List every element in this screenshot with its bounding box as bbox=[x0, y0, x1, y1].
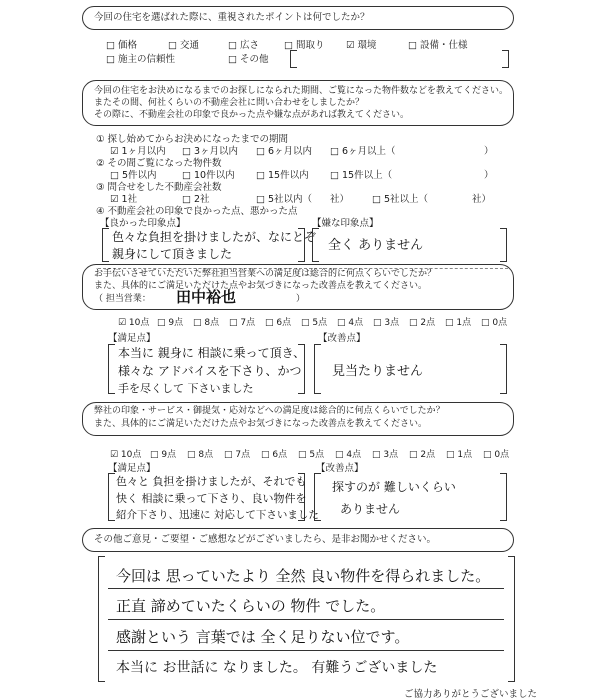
q1-option-layout[interactable]: □ 間取り bbox=[284, 40, 325, 51]
q2-good-bracket-left bbox=[102, 228, 109, 262]
q4-improve-label: 【改善点】 bbox=[316, 463, 364, 474]
q2-bad-bracket-right bbox=[500, 228, 507, 262]
q3-good-text-line3: 手を尽くして 下さいました bbox=[118, 382, 254, 395]
q2-question-line1: 今回の住宅をお決めになるまでのお探しになられた期間、ご覧になった物件数などを教えてください。 bbox=[94, 86, 509, 96]
q3-improve-bracket-right bbox=[500, 344, 507, 394]
q3-staff-label: （ 担当営業： bbox=[94, 294, 151, 304]
q5-text-line1: 今回は 思っていたより 全然 良い物件を得られました。 bbox=[116, 567, 491, 585]
q2-period-1month[interactable]: ☑ 1ヶ月以内 bbox=[110, 146, 166, 157]
q1-option-transport[interactable]: □ 交通 bbox=[168, 40, 199, 51]
q2-sub4-label: ④ 不動産会社の印象で良かった点、悪かった点 bbox=[96, 206, 298, 217]
q4-score-4[interactable]: □ 4点 bbox=[335, 450, 362, 460]
thanks-footer: ご協力ありがとうございました bbox=[404, 689, 538, 700]
q4-score-1[interactable]: □ 1点 bbox=[446, 450, 473, 460]
q2-good-text-line1: 色々な負担を掛けましたが、なにとぞ bbox=[112, 230, 317, 244]
q4-good-bracket-left bbox=[108, 473, 115, 521]
q3-score-8[interactable]: □ 8点 bbox=[193, 318, 220, 328]
q3-good-text-line1: 本当に 親身に 相談に乗って頂き、 bbox=[118, 346, 306, 360]
q2-good-text-line2: 親身にして頂きました bbox=[112, 247, 233, 261]
q3-score-0[interactable]: □ 0点 bbox=[481, 318, 508, 328]
q5-bracket-right bbox=[508, 556, 515, 682]
q1-option-environment[interactable]: ☑ 環境 bbox=[346, 40, 377, 51]
q4-score-2[interactable]: □ 2点 bbox=[409, 450, 436, 460]
q2-agency-2[interactable]: □ 2社 bbox=[182, 194, 210, 205]
q2-agency-within5-unit: 社） bbox=[330, 194, 350, 205]
q3-question-line2: また、具体的にご満足いただけた点やお気づきになった改善点を教えてください。 bbox=[94, 281, 428, 291]
q2-sub1-label: ① 探し始めてからお決めになったまでの期間 bbox=[96, 134, 289, 145]
q1-option-price[interactable]: □ 価格 bbox=[106, 40, 137, 51]
q2-period-6months[interactable]: □ 6ヶ月以内 bbox=[256, 146, 313, 157]
q4-good-text-line1: 色々と 負担を掛けましたが、それでも bbox=[116, 475, 307, 488]
q3-score-2[interactable]: □ 2点 bbox=[409, 318, 436, 328]
q3-score-10[interactable]: ☑ 10点 bbox=[118, 318, 150, 328]
q1-option-size[interactable]: □ 広さ bbox=[228, 40, 259, 51]
q2-period-over6[interactable]: □ 6ヶ月以上（ bbox=[330, 146, 396, 157]
q3-score-5[interactable]: □ 5点 bbox=[301, 318, 328, 328]
q2-count-close: ） bbox=[484, 170, 494, 181]
q5-bracket-left bbox=[98, 556, 105, 682]
q3-score-3[interactable]: □ 3点 bbox=[373, 318, 400, 328]
q3-score-4[interactable]: □ 4点 bbox=[337, 318, 364, 328]
q4-question-line2: また、具体的にご満足いただけた点やお気づきになった改善点を教えてください。 bbox=[94, 419, 428, 429]
q3-staff-name: 田中裕也 bbox=[176, 288, 237, 306]
q2-count-15[interactable]: □ 15件以内 bbox=[256, 170, 309, 181]
q5-rule-1 bbox=[108, 588, 504, 589]
q4-improve-bracket-left bbox=[314, 473, 321, 521]
q5-text-line2: 正直 諦めていたくらいの 物件 でした。 bbox=[116, 597, 386, 615]
q3-score-6[interactable]: □ 6点 bbox=[265, 318, 292, 328]
q1-option-builder-trust[interactable]: □ 施主の信頼性 bbox=[106, 54, 175, 65]
q4-score-3[interactable]: □ 3点 bbox=[372, 450, 399, 460]
q5-rule-3 bbox=[108, 650, 504, 651]
q2-period-close: ） bbox=[484, 146, 494, 157]
q4-score-0[interactable]: □ 0点 bbox=[483, 450, 510, 460]
q2-question-line3: その際に、不動産会社の印象で良かった点や嫌な点があれば教えてください。 bbox=[94, 110, 410, 120]
q5-rule-2 bbox=[108, 619, 504, 620]
q2-bad-bracket-left bbox=[312, 228, 319, 262]
q4-score-10[interactable]: ☑ 10点 bbox=[110, 450, 142, 460]
q2-bad-label: 【嫌な印象点】 bbox=[312, 218, 379, 229]
q2-good-label: 【良かった印象点】 bbox=[100, 218, 186, 229]
q2-agency-within5[interactable]: □ 5社以内（ bbox=[256, 194, 313, 205]
q4-score-9[interactable]: □ 9点 bbox=[150, 450, 177, 460]
q3-question-line1: お手伝いさせていただいた弊社担当営業への満足度は総合的に何点くらいでしたか？ bbox=[94, 269, 437, 279]
q4-score-6[interactable]: □ 6点 bbox=[261, 450, 288, 460]
q4-improve-text-line1: 探すのが 難しいくらい bbox=[332, 480, 456, 494]
q2-agency-1[interactable]: ☑ 1社 bbox=[110, 194, 138, 205]
q1-option-other[interactable]: □ その他 bbox=[228, 54, 269, 65]
q4-question-line1: 弊社の印象・サービス・御提気・応対などへの満足度は総合的に何点くらいでしたか？ bbox=[94, 406, 445, 416]
q3-good-text-line2: 様々な アドバイスを下さり、かつ bbox=[118, 364, 302, 378]
q3-good-bracket-left bbox=[108, 344, 115, 394]
q2-count-over15[interactable]: □ 15件以上（ bbox=[330, 170, 393, 181]
q5-question: その他ご意見・ご要望・ご感想などがございましたら、是非お聞かせください。 bbox=[94, 534, 437, 545]
q1-other-bracket-right bbox=[502, 50, 509, 68]
q4-score-5[interactable]: □ 5点 bbox=[298, 450, 325, 460]
q5-text-line3: 感謝という 言葉では 全く足りない位です。 bbox=[116, 628, 410, 646]
q2-sub2-label: ② その間ご覧になった物件数 bbox=[96, 158, 222, 169]
q4-score-8[interactable]: □ 8点 bbox=[187, 450, 214, 460]
q4-improve-text-line2: ありません bbox=[340, 502, 401, 516]
q3-score-1[interactable]: □ 1点 bbox=[445, 318, 472, 328]
q1-question: 今回の住宅を選ばれた際に、重視されたポイントは何でしたか？ bbox=[94, 12, 370, 23]
q2-agency-over5[interactable]: □ 5社以上（ bbox=[372, 194, 429, 205]
q2-count-10[interactable]: □ 10件以内 bbox=[182, 170, 235, 181]
q4-improve-bracket-right bbox=[500, 473, 507, 521]
q4-good-label: 【満足点】 bbox=[108, 463, 156, 474]
q4-good-text-line2: 快く 相談に乗って下さり、良い物件を bbox=[116, 492, 307, 505]
q1-other-bracket-left bbox=[290, 50, 297, 68]
q2-bad-text: 全く ありません bbox=[328, 238, 424, 253]
q3-score-7[interactable]: □ 7点 bbox=[229, 318, 256, 328]
q5-text-line4: 本当に お世話に なりました。 有難うございました bbox=[116, 660, 438, 676]
q3-improve-text: 見当たりません bbox=[332, 364, 424, 379]
q3-improve-label: 【改善点】 bbox=[318, 333, 366, 344]
q1-option-equipment[interactable]: □ 設備・仕様 bbox=[408, 40, 468, 51]
q4-score-7[interactable]: □ 7点 bbox=[224, 450, 251, 460]
q4-good-text-line3: 紹介下さり、迅速に 対応して下さいました bbox=[116, 509, 319, 521]
q2-question-line2: またその間、何社くらいの不動産会社に問い合わせをしましたか？ bbox=[94, 98, 365, 108]
q3-score-9[interactable]: □ 9点 bbox=[157, 318, 184, 328]
q2-agency-over5-unit: 社） bbox=[472, 194, 492, 205]
q2-count-5[interactable]: □ 5件以内 bbox=[110, 170, 157, 181]
q3-good-label: 【満足点】 bbox=[108, 333, 156, 344]
q3-improve-bracket-left bbox=[314, 344, 321, 394]
q2-sub3-label: ③ 問合せをした不動産会社数 bbox=[96, 182, 222, 193]
q2-period-3months[interactable]: □ 3ヶ月以内 bbox=[182, 146, 239, 157]
q3-staff-close: ） bbox=[296, 294, 306, 304]
